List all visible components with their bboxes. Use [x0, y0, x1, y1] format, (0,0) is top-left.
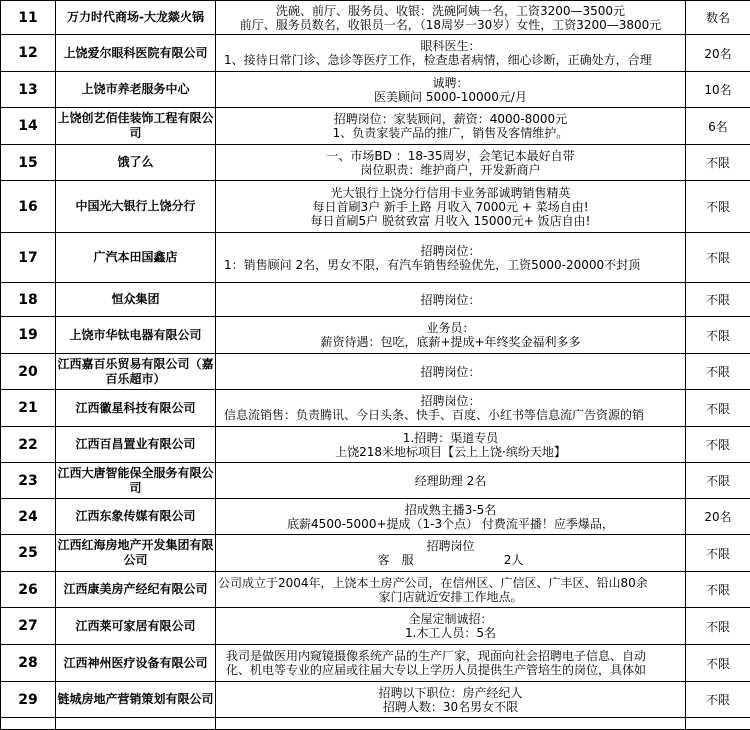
description-line: 招聘岗位：	[216, 365, 685, 379]
description-line: 诚聘：	[216, 76, 685, 90]
company-name: 饿了么	[56, 145, 216, 181]
description-line: 每日首刷5户 脱贫致富 月收入 15000元+ 饭店自由!	[216, 214, 685, 228]
headcount: 不限	[686, 682, 750, 718]
job-description	[216, 181, 686, 233]
company-name: 江西神州医疗设备有限公司	[56, 645, 216, 682]
company-name: 江西徽星科技有限公司	[56, 390, 216, 427]
job-description	[216, 427, 686, 463]
table-row	[1, 72, 750, 108]
row-number: 23	[1, 463, 56, 499]
headcount: 10名	[686, 72, 750, 108]
company-name: 江西大唐智能保全服务有限公司	[56, 463, 216, 499]
description-line	[216, 553, 685, 567]
position-count: 2人	[504, 553, 524, 567]
row-number: 21	[1, 390, 56, 427]
table-row	[1, 499, 750, 535]
headcount	[686, 718, 750, 730]
headcount: 不限	[686, 427, 750, 463]
job-description	[216, 1, 686, 35]
company-name: 链城房地产营销策划有限公司	[56, 682, 216, 718]
description-line: 业务员：	[216, 321, 685, 335]
job-description	[216, 390, 686, 427]
table-row	[1, 390, 750, 427]
table-row	[1, 35, 750, 72]
position-label: 客 服	[378, 553, 414, 567]
company-name: 江西嘉百乐贸易有限公司（嘉百乐超市）	[56, 354, 216, 390]
description-line: 公司成立于2004年，上饶本土房产公司，在信州区、广信区、广丰区、铅山80余	[216, 576, 685, 590]
job-description	[216, 499, 686, 535]
table-row	[1, 645, 750, 682]
description-line: 一、市场BD ：18-35周岁，会笔记本最好自带	[216, 149, 685, 163]
description-line: 我司是做医用内窥镜摄像系统产品的生产厂家，现面向社会招聘电子信息、自动	[216, 649, 685, 663]
headcount: 不限	[686, 608, 750, 645]
description-line: 招成熟主播3-5名	[216, 503, 685, 517]
headcount: 不限	[686, 354, 750, 390]
table-row	[1, 181, 750, 233]
row-number: 14	[1, 108, 56, 145]
company-name: 江西红海房地产开发集团有限公司	[56, 535, 216, 572]
company-name: 江西百昌置业有限公司	[56, 427, 216, 463]
table-row	[1, 608, 750, 645]
headcount: 不限	[686, 463, 750, 499]
description-line: 全屋定制诚招：	[216, 612, 685, 626]
row-number: 17	[1, 233, 56, 283]
job-description	[216, 283, 686, 317]
headcount: 不限	[686, 317, 750, 354]
description-line: 洗碗、前厅、服务员、收银：洗碗阿姨一名，工资3200—3500元	[216, 4, 685, 18]
row-number: 11	[1, 1, 56, 35]
description-line: 化、机电等专业的应届或往届大专以上学历人员提供生产管培生的岗位，具体如	[216, 663, 685, 677]
description-line: 上饶218米地标项目【云上上饶·缤纷天地】	[216, 445, 685, 459]
headcount: 不限	[686, 181, 750, 233]
job-description	[216, 233, 686, 283]
row-number: 15	[1, 145, 56, 181]
table-row	[1, 145, 750, 181]
table-row	[1, 463, 750, 499]
row-number: 18	[1, 283, 56, 317]
headcount: 不限	[686, 233, 750, 283]
description-line: 前厅、服务员数名，收银员一名，（18周岁一30岁）女性，工资3200—3800元	[216, 18, 685, 32]
table-row	[1, 1, 750, 35]
job-description	[216, 572, 686, 608]
headcount: 不限	[686, 283, 750, 317]
job-description	[216, 645, 686, 682]
table-row	[1, 535, 750, 572]
headcount: 不限	[686, 645, 750, 682]
row-number: 25	[1, 535, 56, 572]
job-description	[216, 718, 686, 730]
company-name	[56, 718, 216, 730]
job-description	[216, 72, 686, 108]
job-description	[216, 354, 686, 390]
company-name: 万力时代商场-大龙燚火锅	[56, 1, 216, 35]
company-name: 江西康美房产经纪有限公司	[56, 572, 216, 608]
description-line: 薪资待遇：包吃，底薪+提成+年终奖金福利多多	[216, 335, 685, 349]
job-description	[216, 317, 686, 354]
row-number: 19	[1, 317, 56, 354]
description-line: 信息流销售：负责腾讯、今日头条、快手、百度、小红书等信息流广告资源的销	[216, 408, 685, 422]
row-number: 20	[1, 354, 56, 390]
table-row	[1, 682, 750, 718]
description-line: 1.招聘：渠道专员	[216, 431, 685, 445]
description-line: 1、接待日常门诊、急诊等医疗工作，检查患者病情，细心诊断，正确处方，合理	[216, 53, 685, 67]
description-line: 家门店就近安排工作地点。	[216, 590, 685, 604]
description-line: 1：销售顾问 2名，男女不限，有汽车销售经验优先，工资5000-20000不封顶	[216, 258, 685, 272]
description-line: 底薪4500-5000+提成（1-3个点） 付费流平播！应季爆品，	[216, 517, 685, 531]
job-description	[216, 35, 686, 72]
table-row	[1, 283, 750, 317]
row-number: 16	[1, 181, 56, 233]
headcount: 不限	[686, 572, 750, 608]
row-number: 26	[1, 572, 56, 608]
company-name: 上饶市华钛电器有限公司	[56, 317, 216, 354]
company-name: 上饶爱尔眼科医院有限公司	[56, 35, 216, 72]
headcount: 20名	[686, 499, 750, 535]
job-description	[216, 108, 686, 145]
row-number: 27	[1, 608, 56, 645]
job-description	[216, 682, 686, 718]
job-description	[216, 463, 686, 499]
table-row	[1, 572, 750, 608]
description-line: 1.木工人员：5名	[216, 626, 685, 640]
description-line: 招聘以下职位：房产经纪人	[216, 686, 685, 700]
row-number	[1, 718, 56, 730]
table-row	[1, 354, 750, 390]
description-line: 1、负责家装产品的推广，销售及客情维护。	[216, 126, 685, 140]
description-line: 岗位职责：维护商户，开发新商户	[216, 163, 685, 177]
description-line: 招聘岗位：	[216, 293, 685, 307]
company-name: 上饶创艺佰佳装饰工程有限公司	[56, 108, 216, 145]
company-name: 广汽本田国鑫店	[56, 233, 216, 283]
description-line: 光大银行上饶分行信用卡业务部诚聘销售精英	[216, 186, 685, 200]
row-number: 24	[1, 499, 56, 535]
headcount: 不限	[686, 145, 750, 181]
row-number: 13	[1, 72, 56, 108]
company-name: 恒众集团	[56, 283, 216, 317]
table-row	[1, 427, 750, 463]
headcount: 数名	[686, 1, 750, 35]
row-number: 22	[1, 427, 56, 463]
description-line: 招聘岗位：家装顾问，薪资：4000-8000元	[216, 112, 685, 126]
row-number: 12	[1, 35, 56, 72]
headcount: 不限	[686, 535, 750, 572]
company-name: 上饶市养老服务中心	[56, 72, 216, 108]
company-name: 江西东象传媒有限公司	[56, 499, 216, 535]
description-line: 眼科医生：	[216, 39, 685, 53]
description-line: 招聘岗位	[216, 539, 685, 553]
description-line: 招聘岗位：	[216, 394, 685, 408]
headcount: 6名	[686, 108, 750, 145]
table-row	[1, 108, 750, 145]
table-row	[1, 317, 750, 354]
job-description	[216, 608, 686, 645]
description-line: 招聘岗位：	[216, 244, 685, 258]
description-line: 医美顾问 5000-10000元/月	[216, 90, 685, 104]
description-line: 经理助理 2名	[216, 474, 685, 488]
row-number: 29	[1, 682, 56, 718]
description-line: 每日首刷3户 新手上路 月收入 7000元 + 菜场自由!	[216, 200, 685, 214]
table-row	[1, 718, 750, 730]
job-description	[216, 535, 686, 572]
headcount: 不限	[686, 390, 750, 427]
description-line: 招聘人数：30名男女不限	[216, 700, 685, 714]
company-name: 中国光大银行上饶分行	[56, 181, 216, 233]
row-number: 28	[1, 645, 56, 682]
company-name: 江西莱可家居有限公司	[56, 608, 216, 645]
job-description	[216, 145, 686, 181]
table-row	[1, 233, 750, 283]
headcount: 20名	[686, 35, 750, 72]
